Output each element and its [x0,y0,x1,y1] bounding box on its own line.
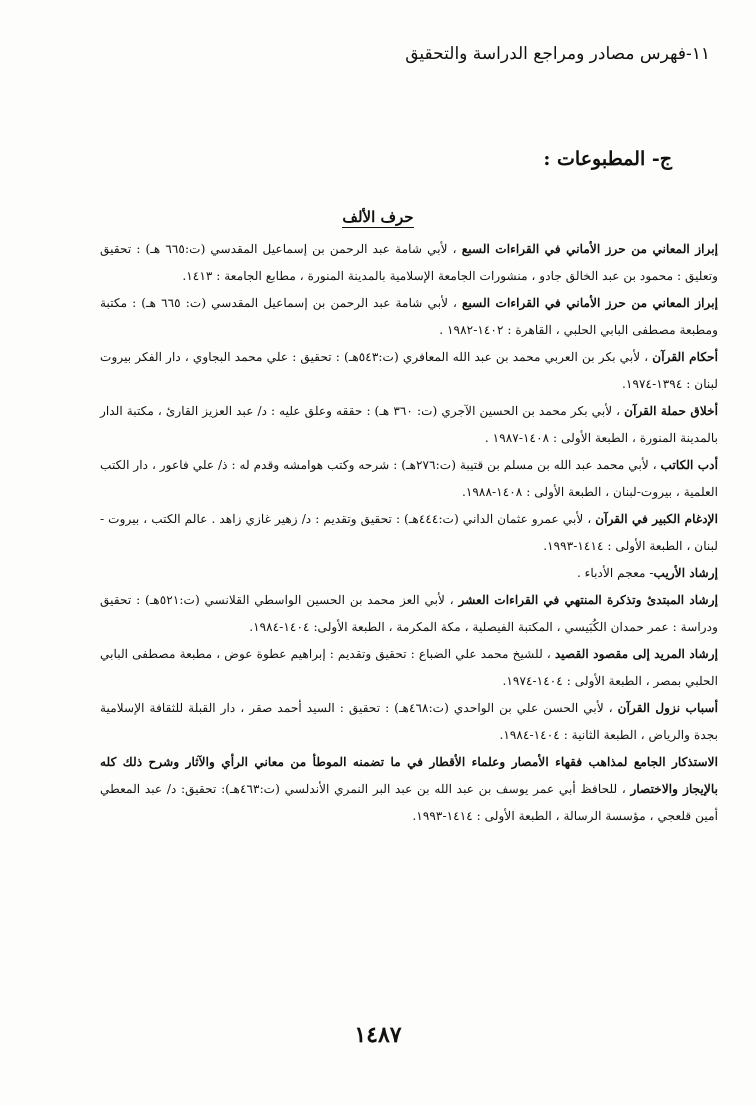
entry-details: ، لأبي شامة عبد الرحمن بن إسماعيل المقدسي (ت:٦٦٥ هـ) : تحقيق وتعليق : محمود بن عبد الخالق جادو ، منشورات الجامعة الإسلامية بالمدينة المنورة ، مطابع الجامعة : ١٤١٣. [100,242,718,283]
subsection-heading-text: حرف الألف [342,208,414,226]
bibliography-entry [100,506,718,560]
bibliography-entry [100,290,718,344]
page-number: ١٤٨٧ [354,1022,402,1048]
bibliography-entry [100,452,718,506]
entry-title: الاستذكار الجامع لمذاهب فقهاء الأمصار وعلماء الأقطار في ما تضمنه الموطأ من معاني الرأي والآثار وشرح ذلك كله بالإيجاز والاختصار [100,755,718,796]
entry-details: ، للحافظ أبي عمر يوسف بن عبد الله بن عبد البر النمري الأندلسي (ت:٤٦٣هـ): تحقيق: د/ عبد المعطي أمين قلعجي ، مؤسسة الرسالة ، الطبعة الأولى : ١٤١٤-١٩٩٣. [100,782,718,823]
bibliography-entry [100,398,718,452]
entry-details: ، لأبي العز محمد بن الحسين الواسطي القلانسي (ت:٥٢١هـ) : تحقيق ودراسة : عمر حمدان الكُبَيسي ، المكتبة الفيصلية ، مكة المكرمة ، الطبعة الأولى: ١٤٠٤-١٩٨٤. [100,593,718,634]
entry-title: أخلاق حملة القرآن [624,404,719,418]
entry-title: الإدغام الكبير في القرآن [595,512,718,526]
bibliography-entry [100,560,718,587]
bibliography-entry [100,749,718,830]
bibliography-entry [100,587,718,641]
running-header: ١١-فهرس مصادر ومراجع الدراسة والتحقيق [405,44,710,64]
entry-title: إبراز المعاني من حرز الأماني في القراءات السبع [461,242,719,256]
entry-details: ، لأبي عمرو عثمان الداني (ت:٤٤٤هـ) : تحقيق وتقديم : د/ زهير غازي زاهد . عالم الكتب ، بيروت - لبنان ، الطبعة الأولى : ١٤١٤-١٩٩٣. [100,512,718,553]
entry-title: أسباب نزول القرآن [617,701,718,715]
entry-title: إبراز المعاني من حرز الأماني في القراءات السبع [462,296,718,310]
entry-title: أدب الكاتب [660,458,718,472]
entry-title: أحكام القرآن [652,350,718,364]
entry-details: ، لأبي بكر محمد بن الحسين الآجري (ت: ٣٦٠ هـ) : حققه وعلق عليه : د/ عبد العزيز القارئ ، مكتبة الدار بالمدينة المنورة ، الطبعة الأولى : ١٤٠٨-١٩٨٧ . [100,404,718,445]
bibliography-entry [100,236,718,290]
entry-details: ، لأبي الحسن علي بن الواحدي (ت:٤٦٨هـ) : تحقيق : السيد أحمد صقر ، دار القبلة للثقافة الإسلامية بجدة والرياض ، الطبعة الثانية : ١٤٠٤-١٩٨٤. [100,701,718,742]
entry-details: ، لأبي محمد عبد الله بن مسلم بن قتيبة (ت:٢٧٦هـ) : شرحه وكتب هوامشه وقدم له : ذ/ علي فاعور ، دار الكتب العلمية ، بيروت-لبنان ، الطبعة الأولى : ١٤٠٨-١٩٨٨. [100,458,718,499]
bibliography-entry [100,344,718,398]
bibliography-entry [100,695,718,749]
bibliography-list [100,236,718,830]
subsection-heading [0,208,756,226]
entry-details: ، لأبي شامة عبد الرحمن بن إسماعيل المقدسي (ت: ٦٦٥ هـ) : مكتبة ومطبعة مصطفى البابي الحلبي ، القاهرة : ١٤٠٢-١٩٨٢ . [100,296,718,337]
entry-details: - معجم الأدباء . [576,566,654,580]
entry-title: إرشاد المبتدئ وتذكرة المنتهي في القراءات العشر [458,593,718,607]
bibliography-entry [100,641,718,695]
entry-title: إرشاد الأريب [653,566,718,580]
section-heading: ج- المطبوعات : [543,148,672,170]
entry-details: ، للشيخ محمد علي الضباع : تحقيق وتقديم : إبراهيم عطوة عوض ، مطبعة مصطفى البابي الحلبي بمصر ، الطبعة الأولى : ١٤٠٤-١٩٧٤. [100,647,718,688]
entry-details: ، لأبي بكر بن العربي محمد بن عبد الله المعافري (ت:٥٤٣هـ) : تحقيق : علي محمد البجاوي ، دار الفكر بيروت لبنان : ١٣٩٤-١٩٧٤. [100,350,718,391]
entry-title: إرشاد المريد إلى مقصود القصيد [554,647,718,661]
